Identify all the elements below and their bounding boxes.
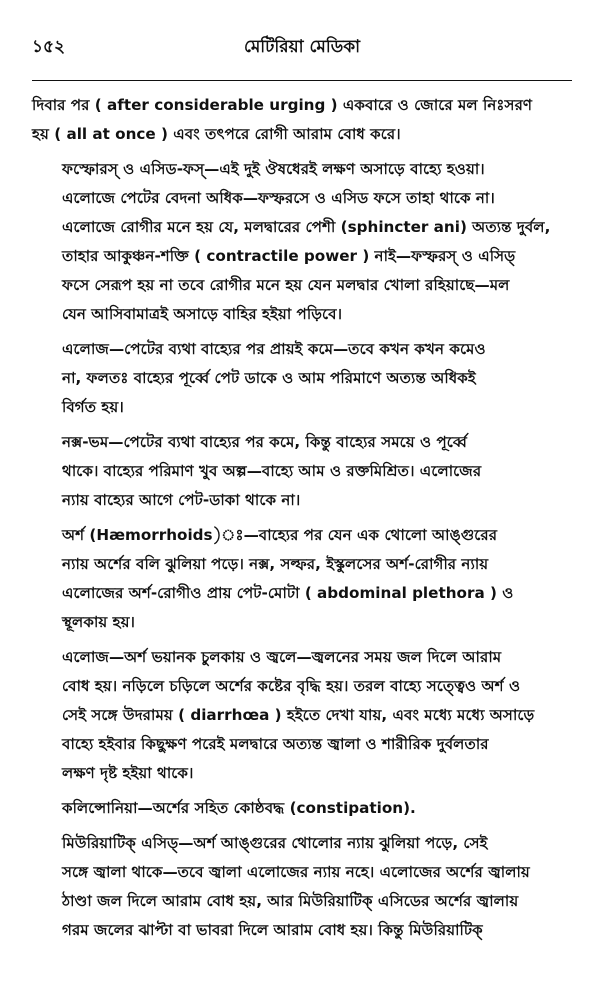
- text-line: ফস্ফোরস্ ও এসিড-ফস্—এই দুই ঔষধেরই লক্ষণ অসাড়ে বাহ্যে হওয়া।: [62, 160, 485, 178]
- text-line: গরম জলের ঝাপ্টা বা ভাবরা দিলে আরাম বোধ হয়। কিন্তু মিউরিয়াটিক্: [62, 921, 483, 939]
- text-line: নক্স-ভম—পেটের ব্যথা বাহ্যের পর কমে, কিন্তু বাহ্যের সময়ে ও পূর্ব্বে: [62, 433, 468, 451]
- text-line: ন্যায় অর্শের বলি ঝুলিয়া পড়ে। নক্স, সল্ফর, ইস্কুলসের অর্শ-রোগীর ন্যায়: [62, 555, 489, 573]
- text-line: সঙ্গে জ্বালা থাকে—তবে জ্বালা এলোজের ন্যায় নহে। এলোজের অর্শের জ্বালায়: [62, 863, 530, 881]
- page-header: [32, 0, 572, 78]
- running-title: মেটিরিয়া মেডিকা: [243, 37, 361, 57]
- text-line: বাহ্যে হইবার কিছুক্ষণ পরেই মলদ্বারে অত্যন্ত জ্বালা ও শারীরিক দুর্বলতার: [62, 735, 489, 753]
- text-line: সেই সঙ্গে উদরাময় ( diarrhœa ) হইতে দেখা যায়, এবং মধ্যে মধ্যে অসাড়ে: [62, 706, 535, 724]
- text-line: লক্ষণ দৃষ্ট হইয়া থাকে।: [62, 764, 194, 782]
- text-line: এলোজ—অর্শ ভয়ানক চুলকায় ও জ্বলে—জ্বলনের সময় জল দিলে আরাম: [62, 648, 502, 666]
- paragraph: [32, 829, 572, 945]
- body-text: [32, 91, 572, 945]
- text-line: ফসে সেরূপ হয় না তবে রোগীর মনে হয় যেন মলদ্বার খোলা রহিয়াছে—মল: [62, 276, 510, 294]
- text-line: অর্শ (Hæmorrhoids)ঃ—বাহ্যের পর যেন এক থোলো আঙ্গুরের: [62, 526, 498, 544]
- text-line: ন্যায় বাহ্যের আগে পেট-ডাকা থাকে না।: [62, 491, 301, 509]
- paragraph: [32, 428, 572, 515]
- text-line: এলোজে রোগীর মনে হয় যে, মলদ্বারের পেশী (sphincter ani) অত্যন্ত দুর্বল,: [62, 218, 551, 236]
- text-line: এলোজ—পেটের ব্যথা বাহ্যের পর প্রায়ই কমে—তবে কখন কখন কমেও: [62, 340, 486, 358]
- text-line: থাকে। বাহ্যের পরিমাণ খুব অল্প—বাহ্যে আম ও রক্তমিশ্রিত। এলোজের: [62, 462, 482, 480]
- text-line: যেন আসিবামাত্রই অসাড়ে বাহির হইয়া পড়িবে।: [62, 305, 343, 323]
- header-rule: [32, 80, 572, 81]
- paragraph: [32, 335, 572, 422]
- text-line: স্থূলকায় হয়।: [62, 613, 135, 631]
- text-line: দিবার পর ( after considerable urging ) একবারে ও জোরে মল নিঃসরণ: [32, 96, 533, 114]
- page-number: ১৫২: [32, 37, 66, 57]
- text-line: এলোজের অর্শ-রোগীও প্রায় পেট-মোটা ( abdominal plethora ) ও: [62, 584, 514, 602]
- paragraph: [32, 155, 572, 329]
- paragraph: [32, 643, 572, 788]
- text-line: হয় ( all at once ) এবং তৎপরে রোগী আরাম বোধ করে।: [32, 125, 401, 143]
- text-line: বোধ হয়। নড়িলে চড়িলে অর্শের কষ্টের বৃদ্ধি হয়। তরল বাহ্যে সত্ত্বেও অর্শ ও: [62, 677, 521, 695]
- text-line: না, ফলতঃ বাহ্যের পূর্ব্বে পেট ডাকে ও আম পরিমাণে অত্যন্ত অধিকই: [62, 369, 476, 387]
- text-line: বির্গত হয়।: [62, 398, 124, 416]
- text-line: কলিন্সোনিয়া—অর্শের সহিত কোষ্ঠবদ্ধ (constipation).: [62, 799, 416, 817]
- text-line: এলোজে পেটের বেদনা অধিক—ফস্ফরসে ও এসিড ফসে তাহা থাকে না।: [62, 189, 495, 207]
- text-line: তাহার আকুঞ্চন-শক্তি ( contractile power ) নাই—ফস্ফরস্ ও এসিড্: [62, 247, 516, 265]
- paragraph: [32, 521, 572, 637]
- text-line: মিউরিয়াটিক্ এসিড্—অর্শ আঙ্গুরের থোলোর ন্যায় ঝুলিয়া পড়ে, সেই: [62, 834, 488, 852]
- paragraph: [32, 91, 572, 149]
- text-line: ঠাণ্ডা জল দিলে আরাম বোধ হয়, আর মিউরিয়াটিক্ এসিডের অর্শের জ্বালায়: [62, 892, 519, 910]
- paragraph: [32, 794, 572, 823]
